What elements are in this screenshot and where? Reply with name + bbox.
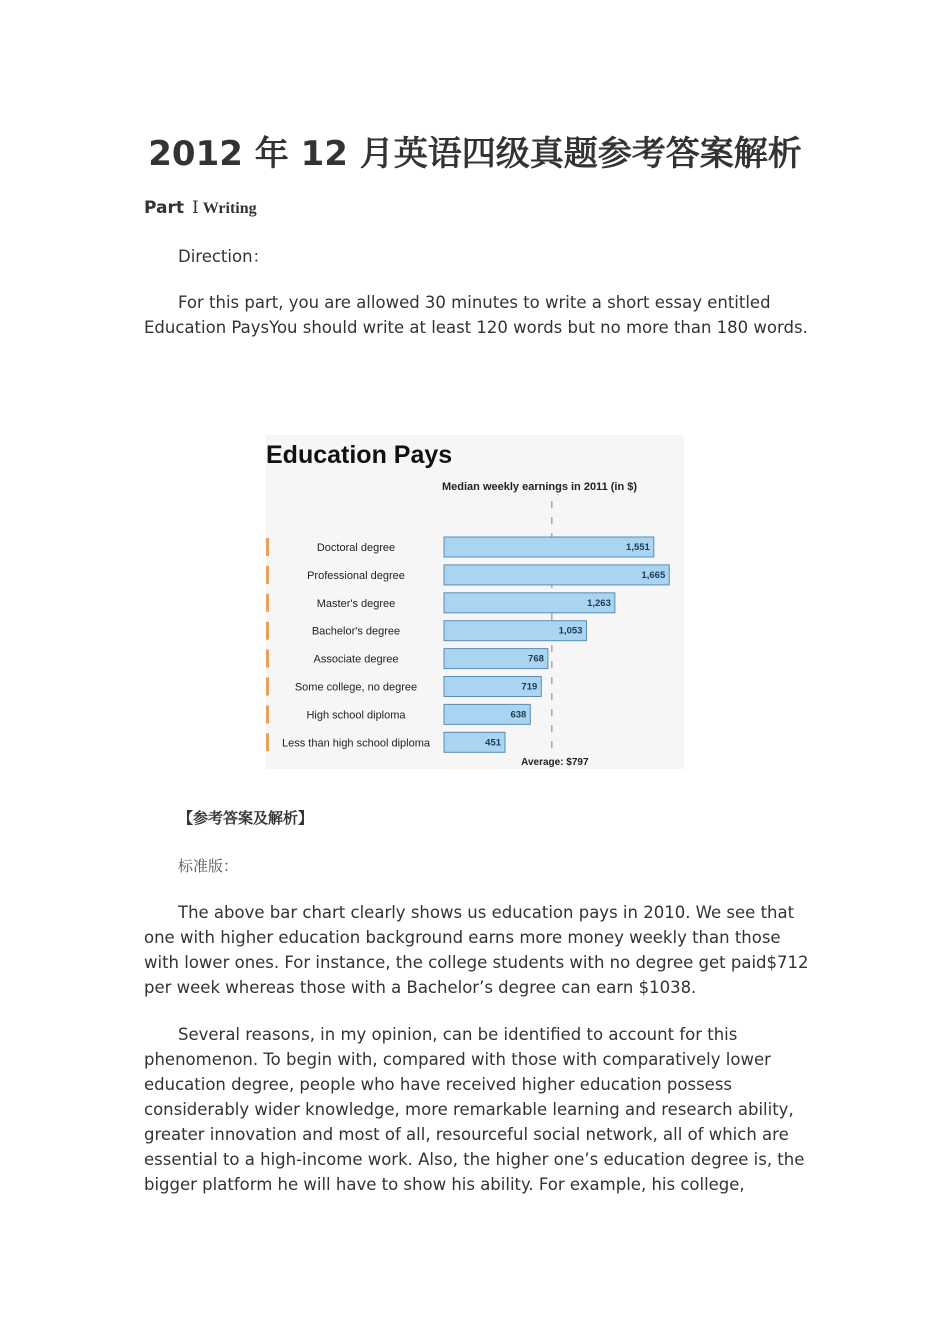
- answer-heading: 【参考答案及解析】: [178, 809, 314, 827]
- bar-value-label: 451: [485, 737, 502, 749]
- category-label: Associate degree: [313, 653, 399, 666]
- category-label: Doctoral degree: [316, 542, 396, 554]
- part-numeral: Ⅰ: [192, 198, 199, 218]
- part-word: Part: [144, 198, 184, 218]
- bar-value-label: 638: [510, 709, 527, 721]
- education-pays-chart: [266, 435, 684, 769]
- row-accent: [266, 705, 269, 723]
- row-accent: [266, 678, 269, 696]
- category-label: Master's degree: [316, 597, 396, 610]
- bar-value-label: 719: [521, 681, 538, 693]
- bar-value-label: 1,551: [626, 542, 650, 553]
- chart-subtitle: Median weekly earnings in 2011 (in $): [442, 481, 638, 493]
- row-accent: [266, 650, 269, 668]
- category-label: Some college, no degree: [294, 681, 418, 694]
- average-label: Average: $797: [521, 757, 589, 768]
- category-label: High school diploma: [306, 709, 406, 722]
- bar-value-label: 1,053: [558, 625, 583, 637]
- row-accent: [266, 566, 269, 584]
- chart-title: Education Pays: [266, 441, 453, 469]
- row-accent: [266, 733, 269, 751]
- row-accent: [266, 538, 269, 556]
- direction-label: Direction：: [178, 247, 270, 266]
- bar-value-label: 1,263: [587, 597, 611, 609]
- bar: [444, 565, 669, 585]
- category-label: Bachelor's degree: [311, 625, 401, 638]
- bar-value-label: 1,665: [641, 569, 666, 581]
- category-label: Professional degree: [307, 569, 405, 582]
- bar-value-label: 768: [528, 653, 544, 665]
- answer-paragraph: Several reasons, in my opinion, can be identified to account for this phenomenon. To begin with, compared with those with comparatively lower education degree, people who have received higher education possess considerably wider knowledge, more remarkable learning and research ability, greater innovation and most of all, resourceful social network, all of which are essential to a high-income work. Also, the higher one’s education degree is, the bigger platform he will have to show his ability. For example, his college,: [144, 1025, 805, 1194]
- part-name: Writing: [202, 200, 257, 217]
- chart-svg: [266, 435, 684, 769]
- bar: [444, 537, 654, 557]
- instructions-paragraph: For this part, you are allowed 30 minutes to write a short essay entitled Education PaysYou should write at least 120 words but no more than 180 words.: [144, 293, 808, 337]
- chart-marks: [266, 501, 669, 768]
- part-heading: [144, 198, 257, 218]
- document-title: 2012 年 12 月英语四级真题参考答案解析: [148, 134, 802, 174]
- category-label: Less than high school diploma: [282, 737, 430, 750]
- row-accent: [266, 594, 269, 612]
- answer-paragraph: The above bar chart clearly shows us education pays in 2010. We see that one with higher education background earns more money weekly than those with lower ones. For instance, the college students with no degree get paid$712 per week whereas those with a Bachelor’s degree can earn $1038.: [144, 903, 809, 997]
- row-accent: [266, 622, 269, 640]
- version-label: 标准版：: [178, 857, 239, 875]
